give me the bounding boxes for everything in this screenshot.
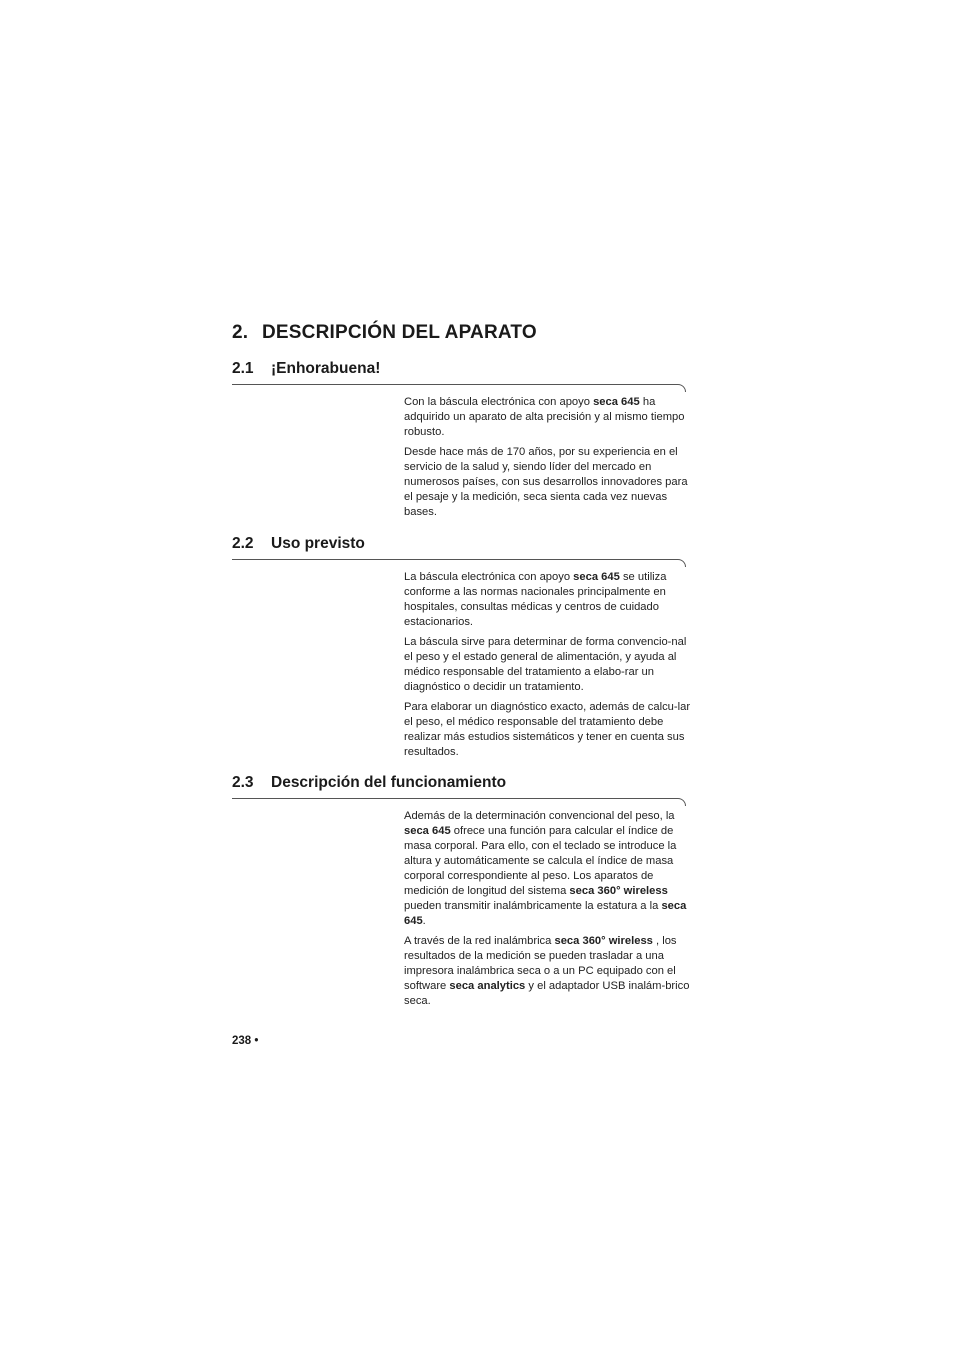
section-heading-2-3 xyxy=(232,774,506,792)
chapter-number: 2. xyxy=(232,322,249,343)
text-run: Para elaborar un diagnóstico exacto, además de calcu-lar el peso, el médico responsable del tratamiento debe realizar más estudios sistemáticos y tener en cuenta sus resultados. xyxy=(404,701,691,758)
body-paragraph xyxy=(404,635,694,695)
section-body-2-2 xyxy=(404,570,694,765)
body-paragraph xyxy=(404,934,694,1009)
chapter-heading xyxy=(232,322,537,344)
section-rule xyxy=(232,384,686,392)
body-paragraph xyxy=(404,570,694,630)
text-run: La báscula electrónica con apoyo xyxy=(404,571,574,583)
body-paragraph xyxy=(404,395,694,440)
section-body-2-1 xyxy=(404,395,694,525)
section-rule xyxy=(232,798,686,806)
product-name: seca 360° wireless xyxy=(569,885,668,897)
section-title: Uso previsto xyxy=(271,535,365,552)
section-number: 2.3 xyxy=(232,774,254,791)
product-name: seca 645 xyxy=(404,900,687,927)
text-run: . xyxy=(422,915,426,927)
product-name: seca 645 xyxy=(573,571,620,583)
product-name: seca 645 xyxy=(593,396,640,408)
section-title: ¡Enhorabuena! xyxy=(271,360,381,377)
section-heading-2-2 xyxy=(232,535,365,553)
text-run: ha adquirido un aparato de alta precisión y al mismo tiempo robusto. xyxy=(404,396,685,438)
text-run: A través de la red inalámbrica xyxy=(404,935,555,947)
text-run: Además de la determinación convencional del peso, la xyxy=(404,810,675,822)
text-run: pueden transmitir inalámbricamente la estatura a la xyxy=(404,900,662,912)
body-paragraph xyxy=(404,445,694,520)
body-paragraph xyxy=(404,700,694,760)
section-heading-2-1 xyxy=(232,360,380,378)
product-name: seca 645 xyxy=(404,825,451,837)
text-run: ofrece una función para calcular el índice de masa corporal. Para ello, con el teclado se introduce la altura y automáticamente se calcula el índice de masa corporal correspondiente al peso. Los aparatos de medición de longitud del sistema xyxy=(404,825,677,897)
section-title: Descripción del funcionamiento xyxy=(271,774,507,791)
page-number: 238 • xyxy=(232,1035,259,1047)
text-run: se utiliza conforme a las normas nacionales principalmente en hospitales, consultas médicas y centros de cuidado estacionarios. xyxy=(404,571,667,628)
body-paragraph xyxy=(404,809,694,929)
text-run: , los resultados de la medición se pueden trasladar a una impresora inalámbrica seca o a un PC equipado con el software xyxy=(404,935,677,992)
text-run: Con la báscula electrónica con apoyo xyxy=(404,396,594,408)
section-number: 2.1 xyxy=(232,360,254,377)
text-run: Desde hace más de 170 años, por su experiencia en el servicio de la salud y, siendo líder del mercado en numerosos países, con sus desarrollos innovadores para el pesaje y la medición, seca sienta cada vez nuevas bases. xyxy=(404,446,688,518)
chapter-title: DESCRIPCIÓN DEL APARATO xyxy=(262,322,537,343)
text-run: y el adaptador USB inalám-brico seca. xyxy=(404,980,690,1007)
product-name: seca analytics xyxy=(449,980,526,992)
text-run: La báscula sirve para determinar de forma convencio-nal el peso y el estado general de alimentación, y ayuda al médico responsable del tratamiento a elabo-rar un diagnóstico o decidir un tratamiento. xyxy=(404,636,687,693)
section-number: 2.2 xyxy=(232,535,254,552)
product-name: seca 360° wireless xyxy=(554,935,653,947)
section-rule xyxy=(232,559,686,567)
section-body-2-3 xyxy=(404,809,694,1014)
